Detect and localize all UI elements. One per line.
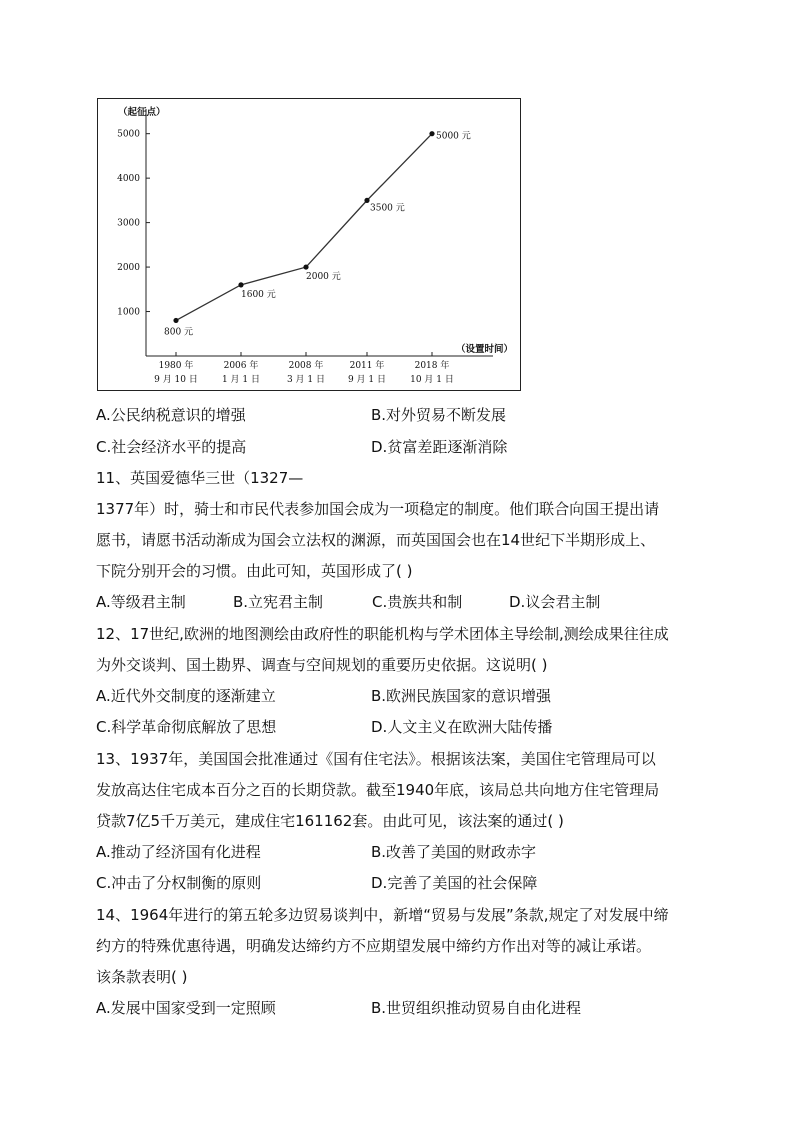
q10-option-d[interactable]: D.贫富差距逐渐消除 <box>371 438 508 456</box>
q12-option-a[interactable]: A.近代外交制度的逐渐建立 <box>96 687 276 705</box>
data-label: 5000 元 <box>436 131 471 142</box>
q11-option-a[interactable]: A.等级君主制 <box>96 593 186 611</box>
q13-line-2: 发放高达住宅成本百分之百的长期贷款。截至1940年底，该局总共向地方住宅管理局 <box>96 781 660 799</box>
x-tick-label-year: 2018 年 <box>414 361 450 371</box>
q12-line-1: 12、17世纪,欧洲的地图测绘由政府性的职能机构与学术团体主导绘制,测绘成果往往成 <box>96 625 669 643</box>
q10-option-a[interactable]: A.公民纳税意识的增强 <box>96 406 246 424</box>
q11-option-c[interactable]: C.贵族共和制 <box>372 593 463 611</box>
data-point <box>173 318 178 323</box>
q13-line-3: 贷款7亿5千万美元，建成住宅161162套。由此可见，该法案的通过( ) <box>96 812 564 830</box>
tax-threshold-chart <box>97 98 521 391</box>
q11-line-4: 下院分别开会的习惯。由此可知，英国形成了( ) <box>96 562 413 580</box>
data-label: 800 元 <box>164 327 194 338</box>
q12-option-b[interactable]: B.欧洲民族国家的意识增强 <box>371 687 552 705</box>
data-label: 2000 元 <box>306 272 341 283</box>
data-point <box>238 282 243 287</box>
y-tick-label: 3000 <box>117 218 140 229</box>
q11-line-3: 愿书，请愿书活动渐成为国会立法权的渊源，而英国国会也在14世纪下半期形成上、 <box>96 531 656 549</box>
q13-option-c[interactable]: C.冲击了分权制衡的原则 <box>96 874 262 892</box>
y-tick-label: 1000 <box>117 307 140 318</box>
q14-line-1: 14、1964年进行的第五轮多边贸易谈判中，新增“贸易与发展”条款,规定了对发展中缔 <box>96 906 669 924</box>
x-tick-label-date: 3 月 1 日 <box>286 375 326 385</box>
data-point <box>429 131 434 136</box>
x-tick-label-date: 10 月 1 日 <box>410 375 454 385</box>
q11-option-b[interactable]: B.立宪君主制 <box>233 593 324 611</box>
q10-option-b[interactable]: B.对外贸易不断发展 <box>371 406 507 424</box>
q12-option-c[interactable]: C.科学革命彻底解放了思想 <box>96 718 277 736</box>
q14-option-a[interactable]: A.发展中国家受到一定照顾 <box>96 999 276 1017</box>
q13-line-1: 13、1937年，美国国会批准通过《国有住宅法》。根据该法案，美国住宅管理局可以 <box>96 750 656 768</box>
chart-svg <box>98 99 522 392</box>
q12-line-2: 为外交谈判、国土勘界、调查与空间规划的重要历史依据。这说明( ) <box>96 656 548 674</box>
q11-line-1: 11、英国爱德华三世（1327— <box>96 469 304 487</box>
y-axis-label: （起征点） <box>118 107 166 118</box>
x-axis-label: （设置时间） <box>456 344 514 355</box>
x-tick-label-year: 1980 年 <box>158 361 194 371</box>
q13-option-a[interactable]: A.推动了经济国有化进程 <box>96 843 261 861</box>
q11-option-d[interactable]: D.议会君主制 <box>509 593 601 611</box>
x-tick-label-year: 2008 年 <box>288 361 324 371</box>
x-tick-label-year: 2006 年 <box>223 361 259 371</box>
q13-option-d[interactable]: D.完善了美国的社会保障 <box>371 874 538 892</box>
q14-line-2: 约方的特殊优惠待遇，明确发达缔约方不应期望发展中缔约方作出对等的减让承诺。 <box>96 937 652 955</box>
q13-option-b[interactable]: B.改善了美国的财政赤字 <box>371 843 537 861</box>
x-tick-label-year: 2011 年 <box>349 361 385 371</box>
series-line <box>176 134 432 321</box>
q12-option-d[interactable]: D.人文主义在欧洲大陆传播 <box>371 718 553 736</box>
q10-option-c[interactable]: C.社会经济水平的提高 <box>96 438 247 456</box>
q14-line-3: 该条款表明( ) <box>96 968 188 986</box>
x-tick-label-date: 9 月 10 日 <box>154 375 198 385</box>
q11-line-2: 1377年）时，骑士和市民代表参加国会成为一项稳定的制度。他们联合向国王提出请 <box>96 500 660 518</box>
data-label: 1600 元 <box>241 289 276 300</box>
x-tick-label-date: 1 月 1 日 <box>221 375 261 385</box>
y-tick-label: 2000 <box>117 263 140 274</box>
y-tick-label: 5000 <box>117 129 140 140</box>
data-point <box>303 264 308 269</box>
data-point <box>364 198 369 203</box>
y-tick-label: 4000 <box>117 174 140 185</box>
data-label: 3500 元 <box>370 203 405 214</box>
q14-option-b[interactable]: B.世贸组织推动贸易自由化进程 <box>371 999 582 1017</box>
x-tick-label-date: 9 月 1 日 <box>347 375 387 385</box>
